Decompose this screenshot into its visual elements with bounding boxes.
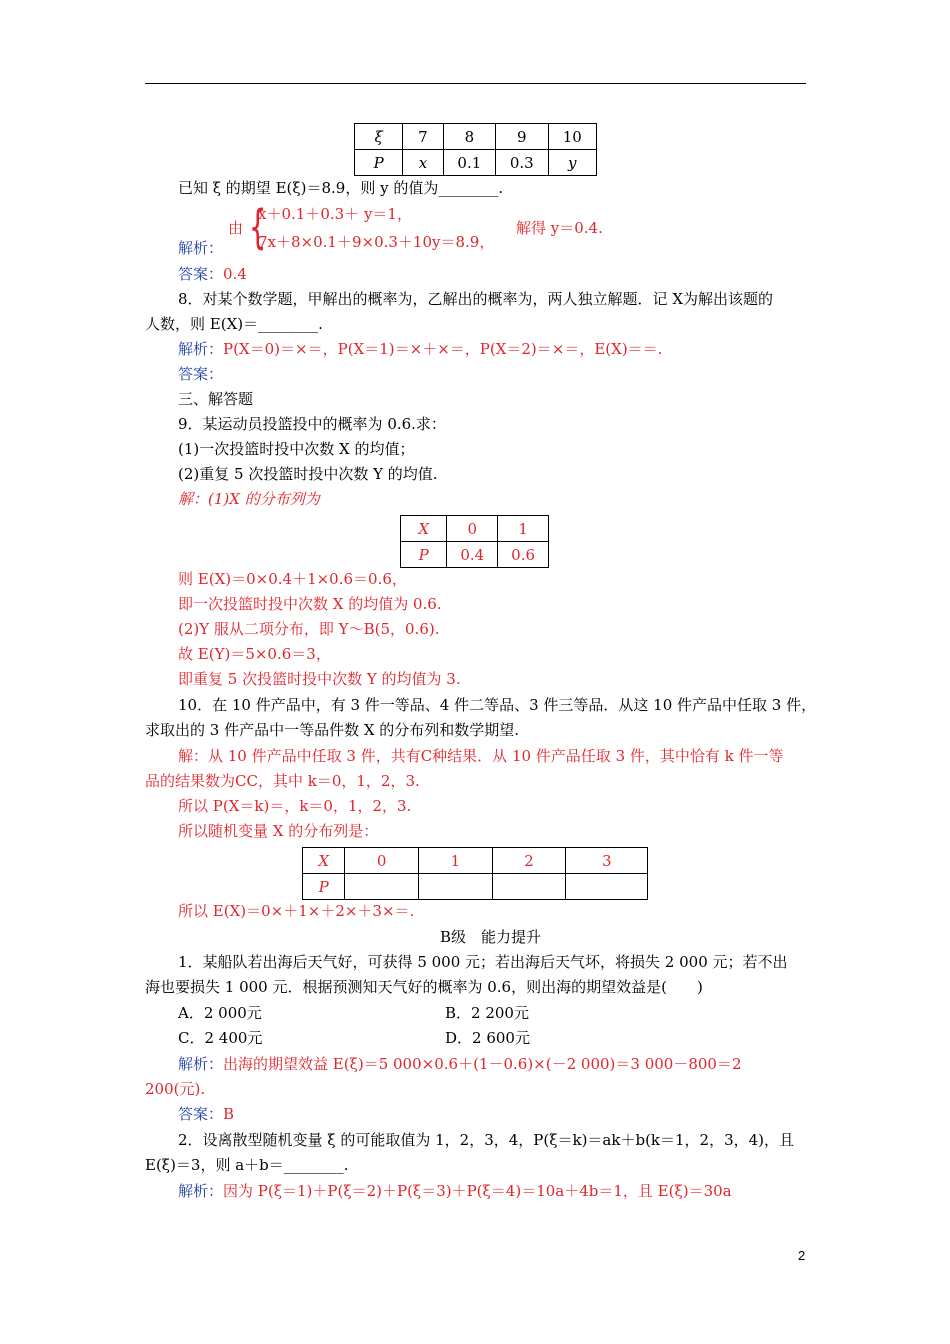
table-cell: 1 [419, 848, 493, 874]
level-b-heading: B级 能力提升 [440, 928, 542, 946]
table-cell: 0.6 [498, 542, 549, 568]
q10-solution-5: 所以 E(X)＝0×＋1×＋2×＋3×＝. [178, 902, 415, 920]
table-cell: P [401, 542, 447, 568]
q10-solution-1: 解：从 10 件产品中任取 3 件，共有C种结果．从 10 件产品任取 3 件，其中恰有 k 件一等 [178, 747, 784, 765]
table-cell: 0.4 [447, 542, 498, 568]
b1-answer-label: 答案： [178, 1105, 224, 1123]
q10-solution-4: 所以随机变量 X 的分布列是： [178, 822, 379, 840]
q9-line-2: (1)一次投篮时投中次数 X 的均值； [178, 440, 415, 458]
table-cell: X [303, 848, 345, 874]
q8-answer-label: 答案： [178, 365, 224, 383]
q10-solution-3: 所以 P(X＝k)＝，k＝0，1，2，3. [178, 797, 412, 815]
distribution-table-q10 [302, 847, 648, 900]
distribution-table-x [400, 515, 549, 568]
q7-you: 由 [228, 219, 244, 237]
q9-solution-6: 即重复 5 次投篮时投中次数 Y 的均值为 3. [178, 670, 461, 688]
table-cell: P [303, 874, 345, 900]
table-cell [492, 874, 566, 900]
q10-line-2: 求取出的 3 件产品中一等品件数 X 的分布列和数学期望. [145, 721, 520, 739]
q10-solution-2: 品的结果数为CC，其中 k＝0，1，2，3. [145, 772, 420, 790]
table-cell: 2 [492, 848, 566, 874]
table-cell: X [401, 516, 447, 542]
b2-solution: 因为 P(ξ＝1)＋P(ξ＝2)＋P(ξ＝3)＋P(ξ＝4)＝10a＋4b＝1，且 E(ξ)＝30a [223, 1182, 732, 1200]
table-cell [566, 874, 648, 900]
q7-solution-label: 解析： [178, 239, 224, 257]
b1-answer-value: B [223, 1105, 235, 1123]
table-cell: 10 [548, 124, 596, 150]
header-rule [145, 83, 806, 84]
table-cell: 1 [498, 516, 549, 542]
distribution-table-xi [354, 123, 597, 176]
table-cell: y [548, 150, 596, 176]
b1-solution-label: 解析： [178, 1055, 224, 1073]
q8-solution: P(X＝0)＝×＝，P(X＝1)＝×＋×＝，P(X＝2)＝×＝，E(X)＝＝. [223, 340, 663, 358]
q9-line-1: 9．某运动员投篮投中的概率为 0.6.求： [178, 415, 446, 433]
q8-line-1: 8．对某个数学题，甲解出的概率为，乙解出的概率为，两人独立解题．记 X为解出该题的 [178, 290, 773, 308]
table-cell: 0.1 [443, 150, 495, 176]
q9-solution-3: 即一次投篮时投中次数 X 的均值为 0.6. [178, 595, 442, 613]
q8-line-2: 人数，则 E(X)＝________. [145, 315, 323, 333]
table-cell: 0 [345, 848, 419, 874]
page-number: 2 [798, 1248, 806, 1263]
b1-line-2: 海也要损失 1 000 元．根据预测知天气好的概率为 0.6，则出海的期望效益是( ) [145, 978, 703, 996]
q9-solution-5: 故 E(Y)＝5×0.6＝3， [178, 645, 331, 663]
b2-line-2: E(ξ)＝3，则 a＋b＝________. [145, 1156, 349, 1174]
q9-solution-4: (2)Y 服从二项分布，即 Y～B(5，0.6). [178, 620, 440, 638]
table-cell: 0.3 [496, 150, 548, 176]
table-cell [345, 874, 419, 900]
q10-line-1: 10．在 10 件产品中，有 3 件一等品、4 件二等品、3 件三等品．从这 10 件产品中任取 3 件， [178, 696, 817, 714]
q9-line-3: (2)重复 5 次投篮时投中次数 Y 的均值. [178, 465, 438, 483]
q9-solution-2: 则 E(X)＝0×0.4＋1×0.6＝0.6， [178, 570, 407, 588]
section-heading: 三、解答题 [178, 390, 254, 408]
q7-equation-2: 7x＋8×0.1＋9×0.3＋10y＝8.9， [258, 233, 495, 251]
b1-option-a: A．2 000元 [178, 1004, 262, 1022]
q7-equation-1: x＋0.1＋0.3＋ y＝1， [258, 205, 412, 223]
q7-answer-value: 0.4 [223, 265, 247, 283]
table-cell: P [355, 150, 403, 176]
b1-option-d: D．2 600元 [445, 1029, 530, 1047]
table-cell [419, 874, 493, 900]
table-cell: 8 [443, 124, 495, 150]
b2-line-1: 2．设离散型随机变量 ξ 的可能取值为 1，2，3，4，P(ξ＝k)＝ak＋b(k＝1，2，3，4)，且 [178, 1131, 795, 1149]
b1-line-1: 1．某船队若出海后天气好，可获得 5 000 元；若出海后天气坏，将损失 2 000 元；若不出 [178, 953, 788, 971]
table-cell: x [403, 150, 443, 176]
b1-solution-1: 出海的期望效益 E(ξ)＝5 000×0.6＋(1－0.6)×(－2 000)＝3 000－800＝2 [223, 1055, 742, 1073]
table-cell: 9 [496, 124, 548, 150]
b1-solution-2: 200(元). [145, 1080, 206, 1098]
brace-symbol: { [248, 200, 267, 254]
q7-result: 解得 y＝0.4. [516, 219, 603, 237]
q8-solution-label: 解析： [178, 340, 224, 358]
table-cell: 7 [403, 124, 443, 150]
b2-solution-label: 解析： [178, 1182, 224, 1200]
b1-option-c: C．2 400元 [178, 1029, 263, 1047]
table-cell: ξ [355, 124, 403, 150]
q7-question: 已知 ξ 的期望 E(ξ)＝8.9，则 y 的值为________. [178, 179, 504, 197]
q7-answer-label: 答案： [178, 265, 224, 283]
table-cell: 0 [447, 516, 498, 542]
b1-option-b: B．2 200元 [445, 1004, 529, 1022]
table-cell: 3 [566, 848, 648, 874]
q9-solution-1: 解：(1)X 的分布列为 [178, 490, 320, 508]
